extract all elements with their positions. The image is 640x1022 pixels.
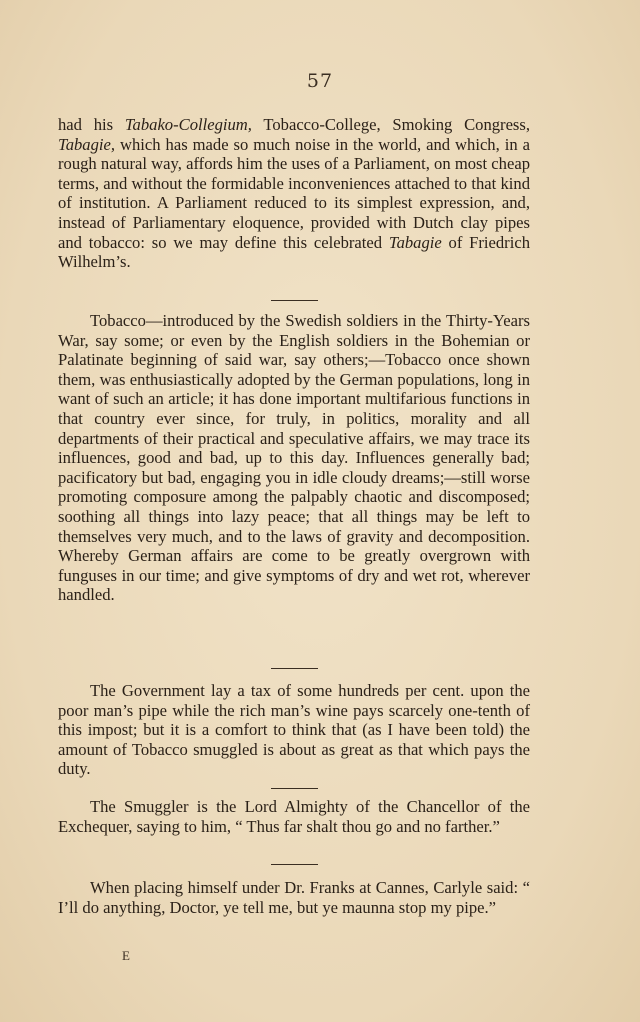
page-number: 57 — [306, 70, 334, 92]
signature-mark: E — [122, 948, 130, 963]
paragraph-text — [58, 311, 530, 605]
section-divider — [271, 668, 318, 669]
section-divider — [271, 300, 318, 301]
text-run: Tobacco—introduced by the Swedish soldiers in the Thirty-Years War, say some; or even by the English soldiers in the Bohemian or Palatinate beginning of said war, say others;—Tobacco once shown them, was enthusiastically adopted by the German populations, long in want of such an article; it has done important multifarious functions in that country ever since, for truly, in politics, morality and all departments of their practical and speculative affairs, we may trace its influences, good and bad, up to this day. Influences generally bad; pacificatory but bad, engaging you in idle cloudy dreams;—still worse promoting composure among the palpably chaotic and discomposed; soothing all things into lazy peace; that all things may be left to themselves very much, and to the laws of gravity and decomposition. Whereby German affairs are come to be greatly overgrown with funguses in our time; and give symptoms of dry and wet rot, wherever handled. — [58, 311, 530, 605]
paragraph-5 — [58, 878, 530, 917]
italic-term: Tabagie, — [58, 134, 116, 154]
paragraph-text — [58, 797, 530, 836]
paragraph-text — [58, 681, 530, 779]
paragraph-text — [58, 878, 530, 917]
text-run: had his — [58, 115, 125, 134]
paragraph-4 — [58, 797, 530, 836]
paragraph-1 — [58, 115, 530, 272]
text-run: The Government lay a tax of some hundreds per cent. upon the poor man’s pipe while the rich man’s wine pays scarcely one-tenth of this impost; but it is a comfort to think that (as I have been told) the amount of Tobacco smuggled is about as great as that which pays the duty. — [58, 681, 530, 779]
paragraph-text — [58, 115, 530, 272]
paragraph-2 — [58, 311, 530, 605]
text-run: of Friedrich Wilhelm’s. — [58, 232, 530, 272]
text-run: Tobacco-College, Smoking Congress, — [251, 115, 530, 134]
text-run: When placing himself under Dr. Franks at Cannes, Carlyle said: “ I’ll do anything, Doctor, ye tell me, but ye maunna stop my pipe.” — [58, 878, 530, 917]
text-run: which has made so much noise in the world, and which, in a rough natural way, affords him the uses of a Parliament, on most cheap terms, and without the formidable inconveniences attached to that kind of institution. A Parliament reduced to its simplest expression, and, instead of Parliamentary eloquence, provided with Dutch clay pipes and tobacco: so we may define this celebrated — [58, 134, 530, 252]
text-run: The Smuggler is the Lord Almighty of the Chancellor of the Exchequer, saying to him, “ Thus far shalt thou go and no farther.” — [58, 797, 530, 836]
section-divider — [271, 788, 318, 789]
italic-term: Tabako-Collegium, — [124, 115, 252, 134]
section-divider — [271, 864, 318, 865]
paragraph-3 — [58, 681, 530, 779]
italic-term: Tabagie — [388, 232, 442, 252]
